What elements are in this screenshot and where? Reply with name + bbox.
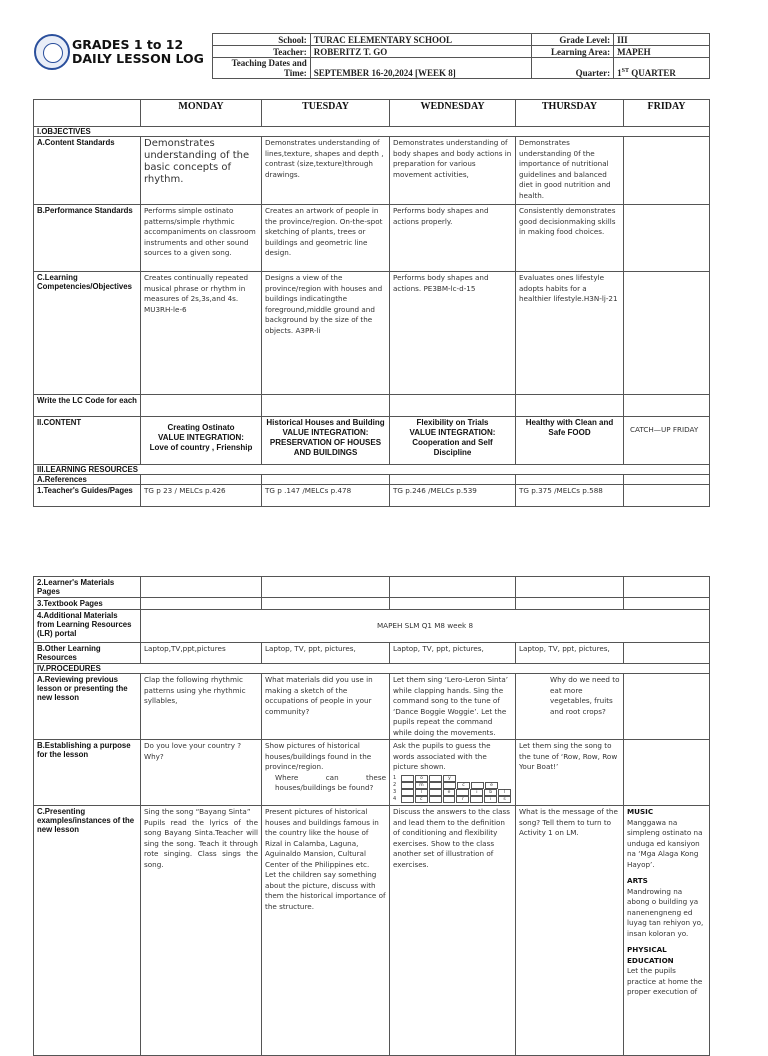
- puzzle-letter-box: e: [485, 782, 498, 789]
- puzzle-row: [393, 775, 512, 782]
- day-tuesday: TUESDAY: [262, 100, 390, 127]
- puzzle-letter-box: [401, 796, 414, 803]
- row-content-standards: A.Content Standards Demonstrates understanding of the basic concepts of rhythm. Demonstrates understanding of lines,texture, shapes and depth , contrast (size,texture)through drawings. Demonstrates understanding of body shapes and body actions in preparation for various movement activities, Demonstrates understanding 0f the importance of nutritional guidelines and balanced diet in good nutrition and health.: [34, 137, 710, 205]
- dates-label: Teaching Dates and Time:: [213, 58, 311, 79]
- teacher-label: Teacher:: [213, 46, 311, 58]
- day-monday: MONDAY: [141, 100, 262, 127]
- puzzle-letter-box: l: [415, 789, 428, 796]
- row-teachers-guides: 1.Teacher's Guides/Pages TG p 23 / MELCs p.426 TG p .147 /MELCs p.478 TG p.246 /MELCs p.539 TG p.375 /MELCs p.588: [34, 485, 710, 507]
- lesson-table-1: [33, 99, 710, 507]
- row-learners-materials: 2.Learner's Materials Pages: [34, 577, 710, 598]
- section-learning-resources: III.LEARNING RESOURCES: [34, 465, 710, 475]
- teacher-value: ROBERITZ T. GO: [310, 46, 531, 58]
- puzzle-row-number: 2: [393, 781, 397, 788]
- puzzle-letter-box: [401, 782, 414, 789]
- puzzle-row-number: 4: [393, 795, 397, 802]
- quarter-value: 1ST QUARTER: [614, 58, 710, 79]
- puzzle-letter-box: s: [498, 796, 511, 803]
- title-line-2: DAILY LESSON LOG: [72, 51, 204, 66]
- puzzle-row-number: 1: [393, 774, 397, 781]
- puzzle-letter-box: [456, 789, 469, 796]
- friday-presenting-cell: MUSIC Manggawa na simpleng ostinato na unduga ed kansiyon na ‘Mga Alaga Kong Hayop’. ARTS Mandrowing na abong o building ya nanenengneng ed luyag tan rehiyon yo, insan koloran yo. PHYSICAL EDUCATION Let the pupils practice at home the proper execution of: [624, 806, 710, 1056]
- puzzle-letter-box: [443, 782, 456, 789]
- school-value: TURAC ELEMENTARY SCHOOL: [310, 34, 531, 46]
- puzzle-letter-box: i: [470, 789, 483, 796]
- quarter-label: Quarter:: [532, 58, 614, 79]
- deped-seal-icon: [34, 34, 70, 70]
- row-presenting: C.Presenting examples/instances of the new lesson Sing the song “Bayang Sinta” Pupils read the lyrics of the song Bayang Sinta.Teacher will sing the song. Teach it through rote singing. Class sings the song. Present pictures of historical houses and buildings famous in the country like the house of Rizal in Calamba, Laguna, Aguinaldo Mansion, Cultural Center of the Philippines etc. Let the children say something about the picture, discuss with them the historical importance of the structure. Discuss the answers to the class and lead them to the definition of conditioning and flexibility exercises. Show to the class another set of illustration of exercises. What is the message of the song? Tell them to turn to Activity 1 on LM. MUSIC Manggawa na simpleng ostinato na unduga ed kansiyon na ‘Mga Alaga Kong Hayop’. ARTS Mandrowing na abong o building ya nanenengneng ed luyag tan rehiyon yo, insan koloran yo. PHYSICAL EDUCATION Let the pupils practice at home the proper execution of: [34, 806, 710, 1056]
- area-label: Learning Area:: [532, 46, 614, 58]
- row-additional-materials: 4.Additional Materials from Learning Resources (LR) portal MAPEH SLM Q1 M8 week 8: [34, 610, 710, 643]
- row-performance-standards: B.Performance Standards Performs simple ostinato patterns/simple rhythmic accompaniments on classroom instruments and other sound sources to a given song. Creates an artwork of people in the province/region. On-the-spot sketching of plants, trees or buildings and geometric line design. Performs body shapes and actions properly. Consistently demonstrates good decisionmaking skills in making food choices.: [34, 205, 710, 272]
- puzzle-letter-box: m: [415, 782, 428, 789]
- row-other-resources: B.Other Learning Resources Laptop,TV,ppt,pictures Laptop, TV, ppt, pictures, Laptop, TV, ppt, pictures, Laptop, TV, ppt, pictures,: [34, 643, 710, 664]
- dates-value: SEPTEMBER 16-20,2024 [WEEK 8]: [310, 58, 531, 79]
- puzzle-row: [393, 782, 512, 789]
- puzzle-letter-box: [470, 796, 483, 803]
- area-value: MAPEH: [614, 46, 710, 58]
- puzzle-letter-box: y: [443, 775, 456, 782]
- puzzle-letter-box: o: [415, 775, 428, 782]
- row-purpose: B.Establishing a purpose for the lesson Do you love your country ? Why? Show pictures of historical houses/buildings found in the province/region. Where can these houses/buildings be found? Ask the pupils to guess the words associated with the picture shown. 1 o y 2 m c e 3 l e i b l 4 c r i s Let them sing the song to the tune of ‘Row, Row, Row Your Boat!’: [34, 740, 710, 806]
- row-textbook-pages: 3.Textbook Pages: [34, 598, 710, 610]
- row-lc-code: Write the LC Code for each: [34, 395, 710, 417]
- day-friday: FRIDAY: [624, 100, 710, 127]
- header-info-table: [212, 33, 710, 79]
- puzzle-letter-box: [443, 796, 456, 803]
- grade-label: Grade Level:: [532, 34, 614, 46]
- puzzle-letter-box: c: [457, 782, 470, 789]
- day-thursday: THURSDAY: [516, 100, 624, 127]
- puzzle-letter-box: l: [498, 789, 511, 796]
- puzzle-letter-box: [471, 782, 484, 789]
- day-wednesday: WEDNESDAY: [390, 100, 516, 127]
- puzzle-row-number: 3: [393, 788, 397, 795]
- title-line-1: GRADES 1 to 12: [72, 37, 184, 52]
- puzzle-letter-box: b: [484, 789, 497, 796]
- puzzle-row: [393, 796, 512, 803]
- corner-cell: [34, 100, 141, 127]
- day-header-row: [34, 100, 710, 127]
- school-label: School:: [213, 34, 311, 46]
- document-title: [72, 38, 204, 66]
- lesson-table-2: [33, 576, 710, 1056]
- row-content: II.CONTENT Creating Ostinato VALUE INTEGRATION: Love of country , Frienship Historical Houses and Building VALUE INTEGRATION: PRESERVATION OF HOUSES AND BUILDINGS Flexibility on Trials VALUE INTEGRATION: Cooperation and Self Discipline Healthy with Clean and Safe FOOD CATCH—UP FRIDAY: [34, 417, 710, 465]
- grade-value: III: [614, 34, 710, 46]
- puzzle-letter-box: i: [484, 796, 497, 803]
- row-learning-competencies: C.Learning Competencies/Objectives Creates continually repeated musical phrase or rhythm in measures of 2s,3s,and 4s. MU3RH-le-6 Designs a view of the province/region with houses and buildings indicatingthe foreground,middle ground and background by the size of the objects. A3PR-li Performs body shapes and actions. PE3BM-lc-d-15 Evaluates ones lifestyle adopts habits for a healthier lifestyle.H3N-lj-21: [34, 272, 710, 395]
- row-reviewing: A.Reviewing previous lesson or presenting the new lesson Clap the following rhythmic patterns using yhe rhythmic syllables, What materials did you use in making a sketch of the occupations of people in your community? Let them sing ‘Lero-Leron Sinta’ while clapping hands. Sing the command song to the tune of ‘Dance Boggie Woggie’. Let the pupils repeat the command while doing the movements. Why do we need to eat more vegetables, fruits and root crops?: [34, 674, 710, 740]
- puzzle-letter-box: [401, 775, 414, 782]
- section-procedures: IV.PROCEDURES: [34, 664, 710, 674]
- puzzle-letter-box: [401, 789, 414, 796]
- puzzle-letter-box: [429, 796, 442, 803]
- section-objectives: I.OBJECTIVES: [34, 127, 710, 137]
- puzzle-letter-box: [429, 775, 442, 782]
- puzzle-row: [393, 789, 512, 796]
- row-references: A.References: [34, 475, 710, 485]
- puzzle-letter-box: e: [443, 789, 456, 796]
- puzzle-letter-box: [429, 782, 442, 789]
- word-puzzle-boxes: [393, 775, 512, 803]
- puzzle-letter-box: [429, 789, 442, 796]
- puzzle-letter-box: r: [456, 796, 469, 803]
- puzzle-letter-box: c: [415, 796, 428, 803]
